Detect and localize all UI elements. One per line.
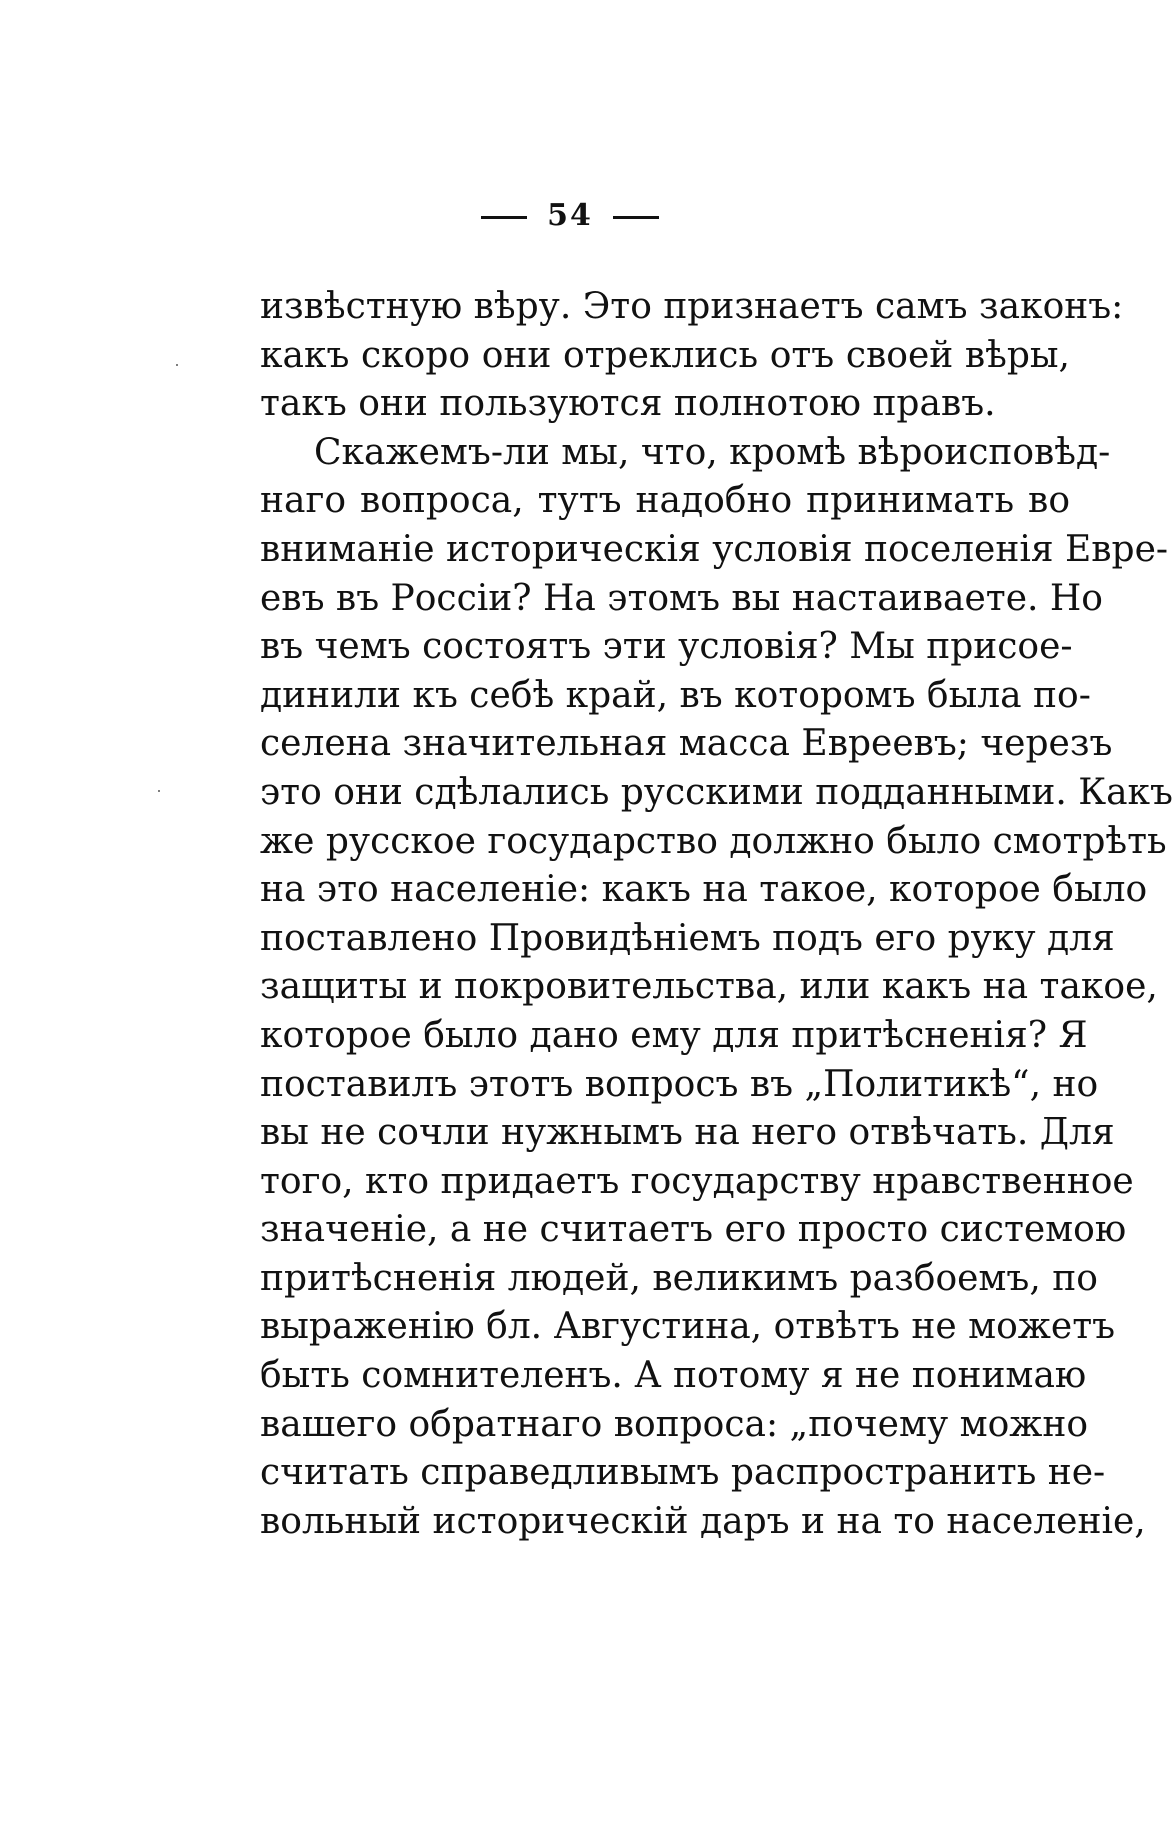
text-line: поставлено Провидѣніемъ подъ его руку для [260,917,1115,959]
scan-speck [176,364,178,366]
text-line: на это населеніе: какъ на такое, которое было [260,869,1148,911]
text-line: динили къ себѣ край, въ которомъ была по- [260,674,1091,716]
text-line: притѣсненія людей, великимъ разбоемъ, по [260,1257,1098,1299]
text-line: вниманіе историческія условія поселенія Евре- [260,528,1169,570]
text-line: селена значительная масса Евреевъ; черезъ [260,723,1113,765]
scan-speck [158,790,160,792]
text-line: вы не сочли нужнымъ на него отвѣчать. Для [260,1112,1115,1154]
text-line: евъ въ Россіи? На этомъ вы настаиваете. Но [260,577,1103,619]
text-line: поставилъ этотъ вопросъ въ „Политикѣ“, но [260,1063,1099,1105]
text-line: значеніе, а не считаетъ его просто системою [260,1209,1127,1251]
text-line: же русское государство должно было смотрѣть [260,820,1167,862]
text-line: Скажемъ-ли мы, что, кромѣ вѣроисповѣд- [314,431,1111,473]
text-line: которое было дано ему для притѣсненія? Я [260,1014,1088,1056]
body-text [260,283,1173,1546]
text-line: защиты и покровительства, или какъ на такое, [260,966,1158,1008]
dash-left [481,216,527,219]
text-line: наго вопроса, тутъ надобно принимать во [260,480,1070,522]
dash-right [613,216,659,219]
text-line: такъ они пользуются полнотою правъ. [260,383,996,425]
page-number-header [0,198,1140,233]
text-line: въ чемъ состоятъ эти условія? Мы присое- [260,626,1073,668]
text-line: быть сомнителенъ. А потому я не понимаю [260,1355,1087,1397]
text-line: какъ скоро они отреклись отъ своей вѣры, [260,334,1070,376]
text-line: извѣстную вѣру. Это признаетъ самъ законъ: [260,286,1124,327]
text-line: выраженію бл. Августина, отвѣтъ не можетъ [260,1306,1116,1348]
text-line: того, кто придаетъ государству нравственное [260,1160,1134,1202]
text-line: это они сдѣлались русскими подданными. Какъ [260,771,1173,813]
text-line: вашего обратнаго вопроса: „почему можно [260,1403,1089,1445]
text-line: вольный историческій даръ и на то населеніе, [260,1500,1146,1542]
page-number: 54 [547,198,593,233]
text-line: считать справедливымъ распространить не- [260,1452,1106,1494]
